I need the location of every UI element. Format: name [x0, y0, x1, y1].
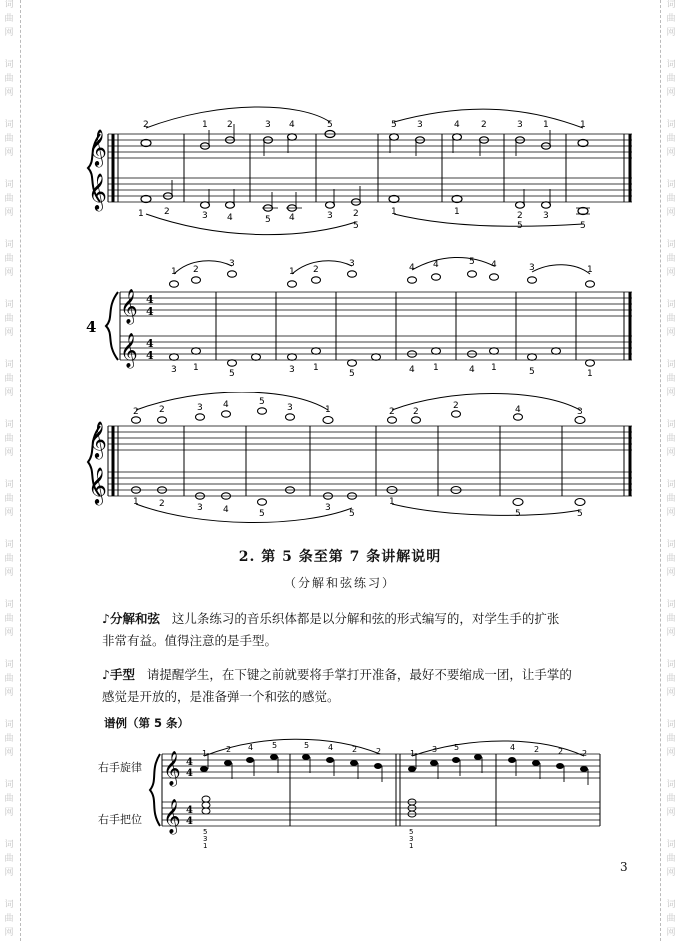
svg-text:1: 1 — [202, 749, 208, 758]
watermark-glyph: 网 — [4, 508, 14, 518]
svg-text:1: 1 — [391, 207, 397, 217]
watermark-glyph: 词 — [4, 720, 14, 730]
svg-text:2: 2 — [534, 745, 540, 754]
watermark-glyph: 曲 — [4, 854, 14, 864]
watermark-glyph: 曲 — [666, 794, 676, 804]
svg-text:1: 1 — [325, 405, 331, 415]
watermark-glyph: 曲 — [666, 374, 676, 384]
svg-text:5: 5 — [515, 509, 521, 519]
watermark-glyph: 曲 — [4, 74, 14, 84]
svg-text:5: 5 — [349, 509, 355, 519]
watermark-glyph: 曲 — [666, 74, 676, 84]
svg-text:2: 2 — [376, 747, 382, 756]
watermark-glyph: 曲 — [666, 614, 676, 624]
watermark-glyph: 词 — [666, 540, 676, 550]
svg-text:2: 2 — [226, 745, 232, 754]
svg-text:5: 5 — [529, 367, 535, 377]
watermark-glyph: 词 — [4, 660, 14, 670]
watermark-glyph: 网 — [4, 148, 14, 158]
svg-text:2: 2 — [389, 407, 395, 417]
svg-text:5: 5 — [259, 509, 265, 519]
svg-text:2: 2 — [164, 207, 170, 217]
svg-text:3: 3 — [543, 211, 549, 221]
svg-text:5: 5 — [272, 741, 278, 750]
watermark-glyph: 网 — [666, 868, 676, 878]
watermark-glyph: 网 — [4, 748, 14, 758]
watermark-glyph: 曲 — [4, 734, 14, 744]
svg-text:3: 3 — [171, 365, 177, 375]
paragraph-text: 请提醒学生，在下键之前就要将手掌打开准备，最好不要缩成一团，让手掌的 — [146, 667, 572, 682]
chord-fingering-2 — [409, 828, 413, 850]
svg-text:5: 5 — [349, 369, 355, 379]
svg-text:5: 5 — [469, 257, 475, 267]
svg-text:1: 1 — [389, 497, 395, 507]
svg-text:2: 2 — [159, 499, 165, 509]
svg-text:5: 5 — [229, 369, 235, 379]
svg-text:5: 5 — [517, 221, 523, 231]
watermark-glyph: 词 — [4, 420, 14, 430]
fingering-top — [171, 257, 593, 277]
watermark-glyph: 网 — [4, 568, 14, 578]
svg-text:1: 1 — [587, 369, 593, 379]
svg-text:5: 5 — [454, 743, 460, 752]
svg-text:1: 1 — [193, 363, 199, 373]
barlines — [120, 292, 630, 360]
watermark-glyph: 曲 — [666, 254, 676, 264]
barlines — [108, 426, 630, 496]
watermark-glyph: 网 — [4, 328, 14, 338]
watermark-glyph: 曲 — [666, 14, 676, 24]
watermark-glyph: 词 — [666, 900, 676, 910]
svg-text:4: 4 — [248, 743, 254, 752]
watermark-glyph: 曲 — [4, 494, 14, 504]
svg-text:4: 4 — [223, 505, 229, 515]
svg-text:2: 2 — [352, 745, 358, 754]
fingering-bottom — [138, 207, 586, 231]
score-example — [0, 730, 680, 860]
watermark-glyph: 曲 — [4, 14, 14, 24]
watermark-glyph: 网 — [666, 328, 676, 338]
watermark-glyph: 词 — [4, 780, 14, 790]
example-label: 谱例（第 5 条） — [104, 716, 190, 730]
watermark-glyph: 网 — [4, 448, 14, 458]
melody-stems — [208, 753, 588, 785]
svg-text:4: 4 — [146, 293, 154, 306]
position-staff — [162, 802, 600, 826]
watermark-glyph: 网 — [666, 148, 676, 158]
watermark-glyph: 词 — [666, 240, 676, 250]
ledger-lines — [262, 208, 590, 214]
watermark-glyph: 词 — [666, 840, 676, 850]
watermark-glyph: 词 — [4, 900, 14, 910]
svg-text:3: 3 — [349, 259, 355, 269]
paragraph-broken-chords — [102, 608, 634, 652]
svg-text:4: 4 — [515, 405, 521, 415]
watermark-glyph: 曲 — [4, 194, 14, 204]
treble-clef: 𝄞 — [88, 128, 107, 166]
fingering-bottom — [133, 497, 583, 519]
svg-text:4: 4 — [469, 365, 475, 375]
svg-text:2: 2 — [193, 265, 199, 275]
svg-text:3: 3 — [325, 503, 331, 513]
watermark-glyph: 词 — [4, 480, 14, 490]
watermark-glyph: 词 — [4, 600, 14, 610]
watermark-glyph: 网 — [666, 88, 676, 98]
watermark-glyph: 网 — [4, 388, 14, 398]
watermark-glyph: 曲 — [666, 494, 676, 504]
watermark-glyph: 曲 — [666, 734, 676, 744]
svg-text:1: 1 — [491, 363, 497, 373]
svg-text:1: 1 — [133, 497, 139, 507]
svg-text:4: 4 — [491, 260, 497, 270]
svg-text:4: 4 — [146, 337, 154, 350]
svg-text:3: 3 — [432, 745, 438, 754]
watermark-glyph: 词 — [666, 0, 676, 10]
watermark-glyph: 网 — [4, 928, 14, 938]
svg-text:3: 3 — [265, 120, 271, 130]
svg-text:3: 3 — [517, 120, 523, 130]
svg-text:5: 5 — [353, 221, 359, 231]
svg-text:3: 3 — [202, 211, 208, 221]
treble-staff — [108, 134, 632, 158]
svg-text:4: 4 — [328, 743, 334, 752]
svg-text:1: 1 — [203, 842, 208, 850]
svg-text:3: 3 — [203, 835, 208, 843]
watermark-glyph: 词 — [666, 60, 676, 70]
watermark-glyph: 词 — [666, 360, 676, 370]
svg-text:1: 1 — [433, 363, 439, 373]
watermark-glyph: 网 — [666, 388, 676, 398]
svg-text:5: 5 — [327, 120, 333, 130]
treble-clef-lower: 𝄞 — [88, 466, 107, 504]
svg-text:4: 4 — [146, 349, 154, 362]
watermark-glyph: 网 — [666, 568, 676, 578]
watermark-glyph: 网 — [4, 28, 14, 38]
svg-text:4: 4 — [409, 263, 415, 273]
svg-text:2: 2 — [133, 407, 139, 417]
watermark-glyph: 网 — [4, 628, 14, 638]
watermark-glyph: 曲 — [666, 854, 676, 864]
paragraph-heading: 分解和弦 — [109, 611, 160, 626]
svg-text:2: 2 — [353, 209, 359, 219]
svg-text:5: 5 — [391, 120, 397, 130]
watermark-glyph: 词 — [4, 240, 14, 250]
watermark-glyph: 词 — [4, 300, 14, 310]
brace — [106, 292, 118, 360]
watermark-glyph: 曲 — [666, 914, 676, 924]
time-signature — [186, 757, 193, 827]
svg-text:4: 4 — [227, 213, 233, 223]
svg-text:3: 3 — [417, 120, 423, 130]
eighth-note-icon: ♪ — [102, 611, 110, 626]
watermark-glyph: 网 — [666, 748, 676, 758]
paragraph-text-2: 非常有益。值得注意的是手型。 — [102, 633, 278, 648]
paragraph-text-2: 感觉是开放的，是准备弹一个和弦的感觉。 — [102, 689, 340, 704]
watermark-glyph: 曲 — [4, 434, 14, 444]
fingering-top — [143, 120, 586, 130]
treble-clef-lower: 𝄞 — [88, 172, 107, 210]
watermark-glyph: 曲 — [666, 674, 676, 684]
svg-text:5: 5 — [203, 828, 208, 836]
svg-text:1: 1 — [171, 267, 177, 277]
barlines — [108, 134, 630, 202]
staff-label-position: 右手把位 — [98, 813, 142, 826]
paragraph-heading: 手型 — [109, 667, 135, 682]
svg-text:2: 2 — [582, 749, 588, 758]
watermark-glyph: 曲 — [4, 914, 14, 924]
watermark-glyph: 词 — [666, 660, 676, 670]
watermark-glyph: 网 — [4, 808, 14, 818]
svg-text:1: 1 — [410, 749, 416, 758]
svg-text:3: 3 — [287, 403, 293, 413]
watermark-glyph: 网 — [4, 688, 14, 698]
section-subtitle: （分解和弦练习） — [283, 576, 396, 590]
svg-text:5: 5 — [265, 215, 271, 225]
svg-text:4: 4 — [146, 305, 154, 318]
svg-text:2: 2 — [481, 120, 487, 130]
svg-text:4: 4 — [409, 365, 415, 375]
watermark-glyph: 曲 — [666, 434, 676, 444]
svg-text:4: 4 — [186, 805, 193, 816]
watermark-glyph: 网 — [4, 88, 14, 98]
eighth-note-icon: ♪ — [102, 667, 110, 682]
score-system-3 — [0, 392, 680, 532]
watermark-glyph: 网 — [666, 928, 676, 938]
watermark-glyph: 词 — [666, 300, 676, 310]
treble-clef-lower: 𝄞 — [163, 799, 181, 834]
melody-slurs — [204, 739, 584, 756]
svg-text:3: 3 — [577, 407, 583, 417]
time-signature — [146, 293, 154, 362]
treble-staff — [120, 292, 632, 316]
svg-text:4: 4 — [289, 120, 295, 130]
watermark-glyph: 词 — [666, 420, 676, 430]
slurs — [174, 257, 590, 274]
watermark-glyph: 曲 — [4, 134, 14, 144]
watermark-glyph: 曲 — [4, 254, 14, 264]
watermark-glyph: 曲 — [4, 374, 14, 384]
svg-text:5: 5 — [577, 509, 583, 519]
svg-text:1: 1 — [587, 265, 593, 275]
watermark-glyph: 网 — [666, 808, 676, 818]
melody-notes — [200, 754, 588, 772]
svg-text:1: 1 — [543, 120, 549, 130]
watermark-glyph: 词 — [4, 180, 14, 190]
watermark-glyph: 网 — [4, 208, 14, 218]
watermark-glyph: 词 — [4, 540, 14, 550]
watermark-glyph: 网 — [666, 688, 676, 698]
bass-staff — [108, 178, 632, 202]
treble-staff — [108, 426, 632, 450]
watermark-glyph: 网 — [666, 628, 676, 638]
watermark-glyph: 曲 — [4, 554, 14, 564]
svg-text:2: 2 — [517, 211, 523, 221]
watermark-glyph: 网 — [666, 448, 676, 458]
svg-text:3: 3 — [289, 365, 295, 375]
watermark-glyph: 网 — [666, 268, 676, 278]
staff-label-melody: 右手旋律 — [98, 761, 142, 774]
svg-text:4: 4 — [289, 213, 295, 223]
svg-text:2: 2 — [313, 265, 319, 275]
svg-text:5: 5 — [259, 397, 265, 407]
watermark-glyph: 网 — [666, 208, 676, 218]
svg-text:4: 4 — [186, 768, 193, 779]
watermark-glyph: 曲 — [4, 314, 14, 324]
chord-fingering-1 — [203, 828, 207, 850]
treble-clef: 𝄞 — [163, 751, 181, 786]
watermark-glyph: 词 — [4, 120, 14, 130]
treble-clef: 𝄞 — [120, 289, 138, 324]
svg-text:4: 4 — [223, 400, 229, 410]
svg-text:4: 4 — [510, 743, 516, 752]
svg-text:3: 3 — [327, 211, 333, 221]
svg-text:1: 1 — [138, 209, 144, 219]
svg-text:2: 2 — [227, 120, 233, 130]
watermark-glyph: 词 — [4, 360, 14, 370]
svg-text:2: 2 — [413, 407, 419, 417]
svg-text:1: 1 — [289, 267, 295, 277]
svg-text:1: 1 — [202, 120, 208, 130]
svg-text:1: 1 — [580, 120, 586, 130]
watermark-glyph: 曲 — [666, 554, 676, 564]
svg-text:3: 3 — [197, 403, 203, 413]
watermark-glyph: 词 — [666, 780, 676, 790]
svg-text:2: 2 — [453, 401, 459, 411]
svg-text:1: 1 — [454, 207, 460, 217]
treble-clef-lower: 𝄞 — [120, 333, 138, 368]
section-title: 2. 第 5 条至第 7 条讲解说明 — [238, 549, 442, 565]
svg-text:4: 4 — [186, 816, 193, 827]
svg-text:5: 5 — [409, 828, 414, 836]
watermark-glyph: 网 — [666, 508, 676, 518]
svg-text:5: 5 — [580, 221, 586, 231]
svg-text:3: 3 — [529, 263, 535, 273]
watermark-glyph: 词 — [666, 120, 676, 130]
bass-staff — [108, 472, 632, 496]
svg-text:4: 4 — [454, 120, 460, 130]
paragraph-text: 这儿条练习的音乐织体都是以分解和弦的形式编写的，对学生手的扩张 — [171, 611, 560, 626]
svg-text:2: 2 — [159, 405, 165, 415]
watermark-glyph: 网 — [666, 28, 676, 38]
notes-upper — [170, 271, 595, 287]
watermark-glyph: 曲 — [666, 134, 676, 144]
watermark-glyph: 词 — [666, 480, 676, 490]
watermark-glyph: 曲 — [4, 614, 14, 624]
svg-text:2: 2 — [558, 747, 564, 756]
notes-lower — [170, 348, 595, 366]
svg-text:2: 2 — [143, 120, 149, 130]
watermark-glyph: 词 — [666, 600, 676, 610]
watermark-glyph: 网 — [4, 268, 14, 278]
watermark-glyph: 词 — [666, 720, 676, 730]
treble-clef: 𝄞 — [88, 420, 107, 458]
svg-text:4: 4 — [186, 757, 193, 768]
svg-text:3: 3 — [229, 259, 235, 269]
watermark-glyph: 曲 — [4, 794, 14, 804]
svg-text:1: 1 — [409, 842, 414, 850]
fingering-melody — [202, 741, 587, 758]
watermark-glyph: 词 — [4, 60, 14, 70]
score-system-2 — [0, 252, 680, 392]
page-number: 3 — [620, 860, 628, 874]
watermark-glyph: 词 — [4, 0, 14, 10]
svg-text:1: 1 — [313, 363, 319, 373]
brace — [150, 754, 160, 826]
watermark-glyph: 曲 — [666, 314, 676, 324]
watermark-glyph: 曲 — [666, 194, 676, 204]
system-number: 4 — [86, 318, 97, 336]
watermark-glyph: 词 — [666, 180, 676, 190]
svg-text:3: 3 — [197, 503, 203, 513]
watermark-glyph: 曲 — [4, 674, 14, 684]
watermark-glyph: 词 — [4, 840, 14, 850]
paragraph-hand-shape — [102, 664, 634, 708]
svg-text:3: 3 — [409, 835, 414, 843]
watermark-glyph: 网 — [4, 868, 14, 878]
svg-text:5: 5 — [304, 741, 310, 750]
svg-text:4: 4 — [433, 260, 439, 270]
